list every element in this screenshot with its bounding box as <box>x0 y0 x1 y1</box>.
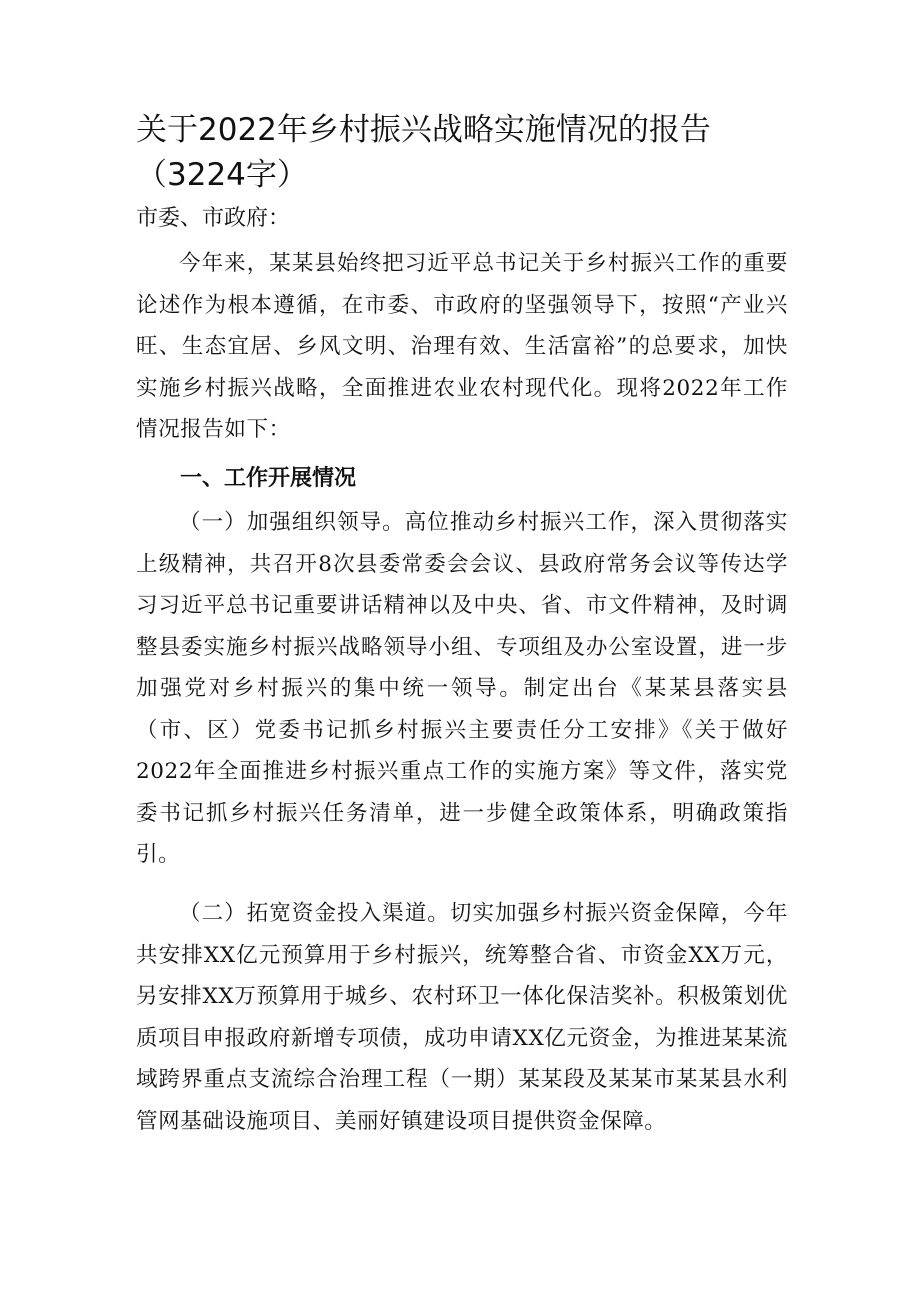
body-paragraph-funding: （二）拓宽资金投入渠道。切实加强乡村振兴资金保障，今年共安排XX亿元预算用于乡村振兴，统筹整合省、市资金XX万元，另安排XX万预算用于城乡、农村环卫一体化保洁奖补。积极策划优质项目申报政府新增专项债，成功申请XX亿元资金，为推进某某流域跨界重点支流综合治理工程（一期）某某段及某某市某某县水利管网基础设施项目、美丽好镇建设项目提供资金保障。 <box>136 901 788 1134</box>
section-heading: 一、工作开展情况 <box>180 466 357 491</box>
intro-paragraph: 今年来，某某县始终把习近平总书记关于乡村振兴工作的重要论述作为根本遵循，在市委、市政府的坚强领导下，按照“产业兴旺、生态宜居、乡风文明、治理有效、生活富裕”的总要求，加快实施乡村振兴战略，全面推进农业农村现代化。现将2022年工作情况报告如下： <box>136 251 788 442</box>
body-paragraph-organization: （一）加强组织领导。高位推动乡村振兴工作，深入贯彻落实上级精神，共召开8次县委常委会会议、县政府常务会议等传达学习习近平总书记重要讲话精神以及中央、省、市文件精神，及时调整县委实施乡村振兴战略领导小组、专项组及办公室设置，进一步加强党对乡村振兴的集中统一领导。制定出台《某某县落实县（市、区）党委书记抓乡村振兴主要责任分工安排》《关于做好2022年全面推进乡村振兴重点工作的实施方案》等文件，落实党委书记抓乡村振兴任务清单，进一步健全政策体系，明确政策指引。 <box>136 510 788 867</box>
salutation: 市委、市政府： <box>136 206 291 231</box>
document-title: 关于2022年乡村振兴战略实施情况的报告（3224字） <box>136 112 711 193</box>
